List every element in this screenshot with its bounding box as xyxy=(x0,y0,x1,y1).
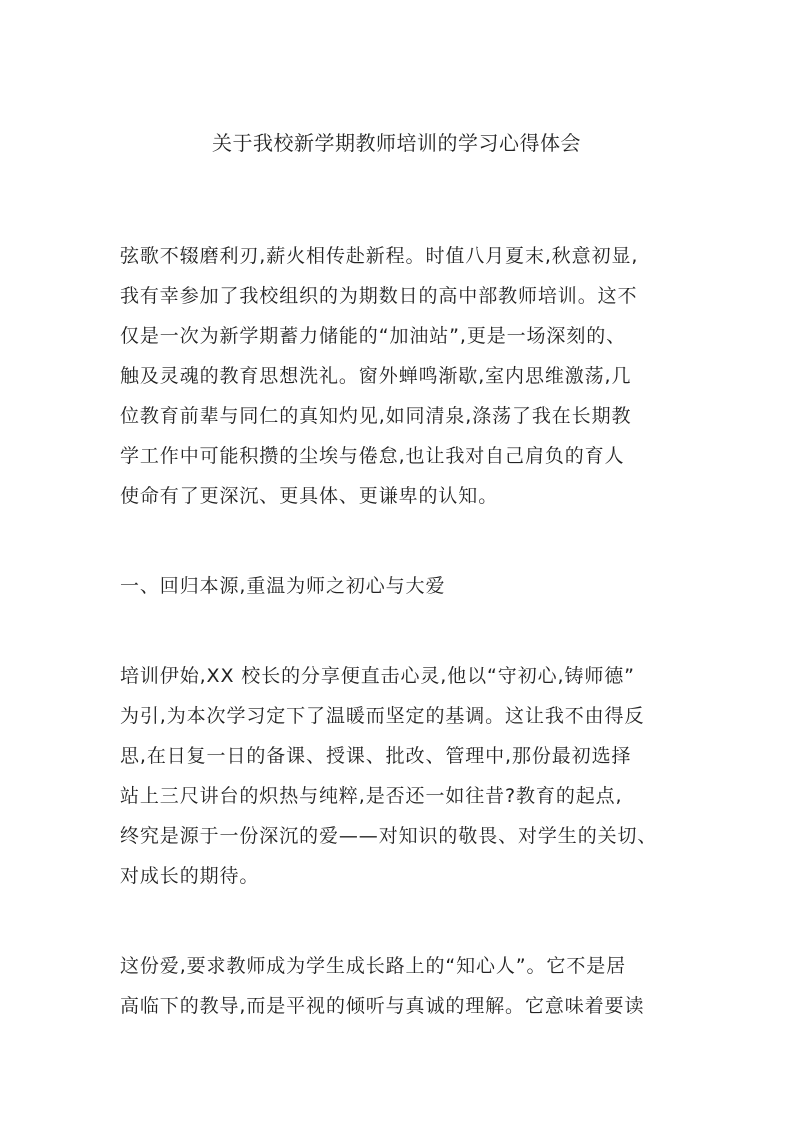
paragraph-2-line-4: 站上三尺讲台的炽热与纯粹,是否还一如往昔?教育的起点, xyxy=(120,785,623,807)
paragraph-2-line-6: 对成长的期待。 xyxy=(120,865,260,887)
paragraph-2-line-3: 思,在日复一日的备课、授课、批改、管理中,那份最初选择 xyxy=(120,745,632,767)
paragraph-1-line-5: 位教育前辈与同仁的真知灼见,如同清泉,涤荡了我在长期教 xyxy=(120,405,632,427)
paragraph-2-line-1: 培训伊始,XX 校长的分享便直击心灵,他以“守初心,铸师德” xyxy=(120,665,635,687)
paragraph-1-line-3: 仅是一次为新学期蓄力储能的“加油站”,更是一场深刻的、 xyxy=(120,325,627,347)
paragraph-1-line-2: 我有幸参加了我校组织的为期数日的高中部教师培训。这不 xyxy=(120,285,638,307)
paragraph-2-line-5: 终究是源于一份深沉的爱——对知识的敬畏、对学生的关切、 xyxy=(120,825,658,847)
paragraph-1-line-7: 使命有了更深沉、更具体、更谦卑的认知。 xyxy=(120,485,499,507)
paragraph-2-line-2: 为引,为本次学习定下了温暖而坚定的基调。这让我不由得反 xyxy=(120,705,645,727)
paragraph-1-line-4: 触及灵魂的教育思想洗礼。窗外蝉鸣渐歇,室内思维激荡,几 xyxy=(120,365,632,387)
paragraph-1-line-1: 弦歌不辍磨利刃,薪火相传赴新程。时值八月夏末,秋意初显, xyxy=(120,245,639,267)
paragraph-1-line-6: 学工作中可能积攒的尘埃与倦怠,也让我对自己肩负的育人 xyxy=(120,445,625,467)
paragraph-3-line-1: 这份爱,要求教师成为学生成长路上的“知心人”。它不是居 xyxy=(120,955,627,977)
section-heading-1: 一、回归本源,重温为师之初心与大爱 xyxy=(120,575,446,597)
document-title: 关于我校新学期教师培训的学习心得体会 xyxy=(212,131,581,155)
paragraph-3-line-2: 高临下的教导,而是平视的倾听与真诚的理解。它意味着要读 xyxy=(120,995,645,1017)
